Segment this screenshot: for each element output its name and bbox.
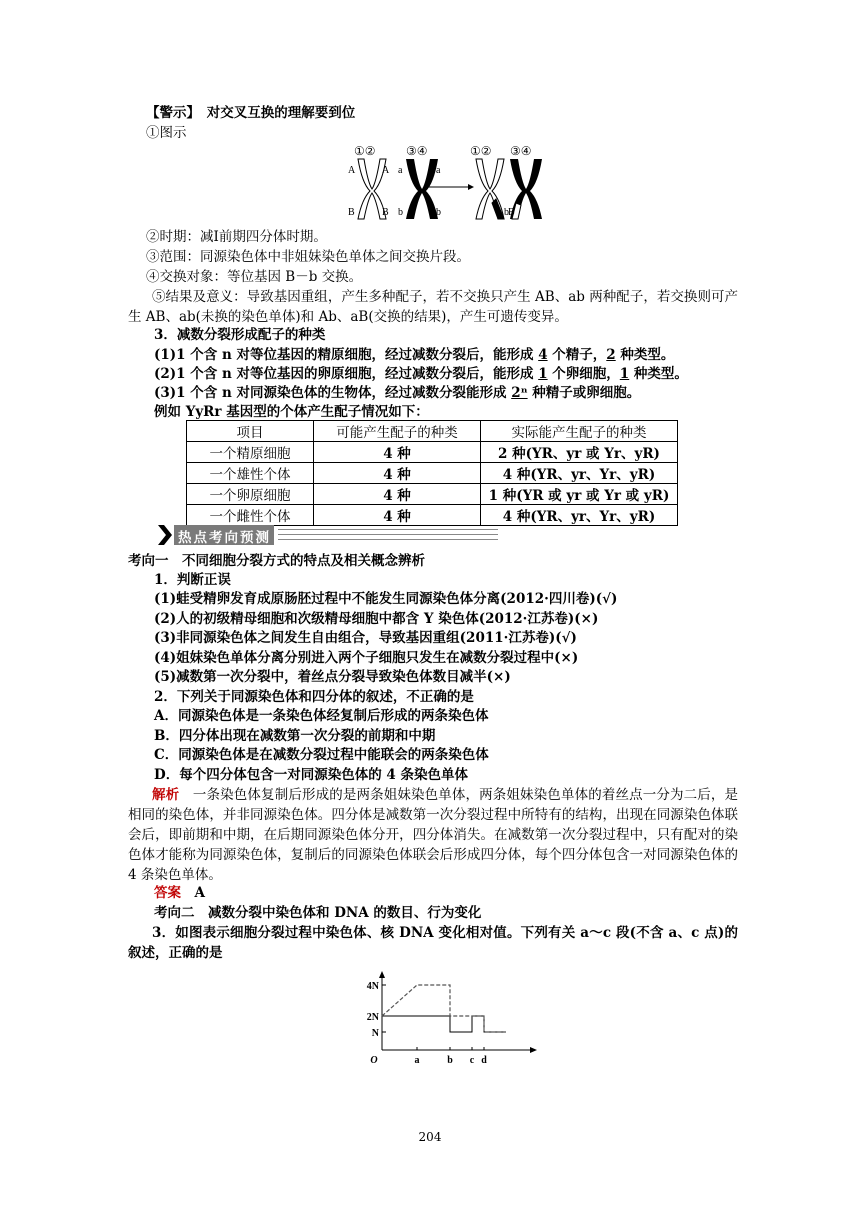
judge-item: (3)非同源染色体之间发生自由组合，导致基因重组(2011·江苏卷)(√) bbox=[154, 630, 577, 646]
question1: 1．判断正误 bbox=[154, 572, 231, 588]
table-header-row bbox=[187, 421, 678, 442]
table-row bbox=[187, 442, 678, 463]
allele-a-2: a bbox=[436, 165, 441, 176]
chromosome-pair-3 bbox=[476, 159, 504, 219]
x-tick-label: d bbox=[481, 1055, 487, 1066]
table-cell: 4 种 bbox=[314, 484, 481, 505]
table-row bbox=[187, 484, 678, 505]
table-cell: 4 种 bbox=[314, 463, 481, 484]
option-a: A．同源染色体是一条染色体经复制后形成的两条染色体 bbox=[154, 708, 489, 724]
allele-b-1: b bbox=[398, 207, 403, 218]
page-number: 204 bbox=[418, 1130, 442, 1144]
table-cell: 一个精原细胞 bbox=[187, 442, 314, 463]
allele-b-2: b bbox=[436, 207, 441, 218]
direction2-heading: 考向二 减数分裂中染色体和 DNA 的数目、行为变化 bbox=[154, 905, 482, 921]
option-d: D．每个四分体包含一对同源染色体的 4 条染色单体 bbox=[154, 767, 468, 783]
answer-line bbox=[154, 884, 205, 903]
x-tick-label: b bbox=[447, 1055, 453, 1066]
analysis-text: 一条染色体复制后形成的是两条姐妹染色单体，两条姐妹染色单体的着丝点一分为二后，是相同的染色体，并非同源染色体。四分体是减数第一次分裂过程中所特有的结构，出现在同源染色体联会后，即前期和中期，在后期同源染色体分开，四分体消失。在减数第一次分裂过程中，只有配对的染色体才能称为同源染色体，复制后的同源染色体联会后形成四分体，每个四分体包含一对同源染色体的 4 条染色单体。 bbox=[128, 787, 739, 883]
option-b: B．四分体出现在减数第一次分裂的前期和中期 bbox=[154, 728, 436, 744]
direction1-heading: 考向一 不同细胞分裂方式的特点及相关概念辨析 bbox=[128, 553, 425, 569]
fig-num-34a: ③④ bbox=[406, 144, 428, 158]
example-text: 例如 YyRr 基因型的个体产生配子情况如下： bbox=[154, 404, 429, 420]
allele-B-3: B bbox=[508, 207, 515, 218]
allele-B-1: B bbox=[348, 207, 355, 218]
fig-num-12b: ①② bbox=[470, 144, 492, 158]
table-cell: 4 种(YR、yr、Yr、yR) bbox=[481, 463, 678, 484]
x-tick-label: O bbox=[370, 1055, 378, 1066]
chromosome-pair-2 bbox=[406, 159, 438, 219]
table-cell: 2 种(YR、yr 或 Yr、yR) bbox=[481, 442, 678, 463]
y-tick-label: 2N bbox=[366, 1012, 379, 1023]
table-cell: 一个卵原细胞 bbox=[187, 484, 314, 505]
judge-item: (1)蛙受精卵发育成原肠胚过程中不能发生同源染色体分离(2012·四川卷)(√) bbox=[154, 591, 618, 607]
object-text: ④交换对象：等位基因 B－b 交换。 bbox=[146, 269, 363, 285]
allele-A-1: A bbox=[348, 165, 356, 176]
result-text: ⑤结果及意义：导致基因重组，产生多种配子，若不交换只产生 AB、ab 两种配子，若交换则可产生 AB、ab(未换的染色单体)和 Ab、aB(交换的结果)，产生可遗传变异。 bbox=[128, 289, 738, 325]
table-cell: 4 种 bbox=[314, 505, 481, 526]
section3-line1: (1)1 个含 n 对等位基因的精原细胞，经过减数分裂后，能形成 4 个精子，2 种类型。 bbox=[154, 347, 675, 363]
x-axis-arrow bbox=[530, 1047, 537, 1053]
answer-value: A bbox=[194, 885, 205, 901]
allele-a-1: a bbox=[398, 165, 403, 176]
gamete-table bbox=[186, 420, 678, 526]
section3-line2: (2)1 个含 n 对等位基因的卵原细胞，经过减数分裂后，能形成 1 个卵细胞，1 种类型。 bbox=[154, 366, 688, 382]
judge-item: (2)人的初级精母细胞和次级精母细胞中都含 Y 染色体(2012·江苏卷)(×) bbox=[154, 611, 599, 627]
fig-num-34b: ③④ bbox=[510, 144, 532, 158]
allele-A-2: A bbox=[382, 165, 390, 176]
y-tick-label: 4N bbox=[366, 981, 379, 992]
banner-text: 热点考向预测 bbox=[178, 530, 271, 546]
judge-item: (5)减数第一次分裂中，着丝点分裂导致染色体数目减半(×) bbox=[154, 669, 511, 685]
series-dna-line bbox=[382, 985, 506, 1032]
allele-b-3: b bbox=[504, 207, 509, 218]
x-tick-label: c bbox=[469, 1055, 475, 1066]
x-tick-label: a bbox=[414, 1055, 420, 1066]
scope-text: ③范围：同源染色体中非姐妹染色单体之间交换片段。 bbox=[146, 249, 470, 265]
table-row bbox=[187, 463, 678, 484]
table-cell: 4 种(YR、yr、Yr、yR) bbox=[481, 505, 678, 526]
fig-num-12a: ①② bbox=[354, 144, 376, 158]
analysis-block bbox=[128, 785, 738, 885]
y-axis-arrow bbox=[379, 971, 385, 978]
section3-heading: 3．减数分裂形成配子的种类 bbox=[154, 327, 326, 343]
question2: 2．下列关于同源染色体和四分体的叙述，不正确的是 bbox=[154, 689, 474, 705]
section3-line3: (3)1 个含 n 对同源染色体的生物体，经过减数分裂能形成 2ⁿ 种精子或卵细胞。 bbox=[154, 385, 641, 401]
table-header: 可能产生配子的种类 bbox=[314, 421, 481, 442]
analysis-label: 解析 bbox=[152, 787, 180, 803]
table-cell: 一个雄性个体 bbox=[187, 463, 314, 484]
table-cell: 1 种(YR 或 yr 或 Yr 或 yR) bbox=[481, 484, 678, 505]
judge-item: (4)姐妹染色单体分离分别进入两个子细胞只发生在减数分裂过程中(×) bbox=[154, 650, 579, 666]
table-cell: 4 种 bbox=[314, 442, 481, 463]
crossover-figure bbox=[340, 143, 550, 225]
table-cell: 一个雌性个体 bbox=[187, 505, 314, 526]
table-header: 实际能产生配子的种类 bbox=[481, 421, 678, 442]
option-c: C．同源染色体是在减数分裂过程中能联会的两条染色体 bbox=[154, 747, 489, 763]
allele-B-2: B bbox=[382, 207, 389, 218]
y-tick-label: N bbox=[371, 1028, 379, 1039]
question3: 3．如图表示细胞分裂过程中染色体、核 DNA 变化相对值。下列有关 a～c 段(不含 a、c 点)的叙述，正确的是 bbox=[128, 925, 738, 961]
chromosome-pair-4 bbox=[510, 159, 542, 219]
series-chromosome-line bbox=[382, 1016, 506, 1032]
figure-label: ①图示 bbox=[146, 125, 187, 141]
warning-heading bbox=[146, 104, 355, 123]
answer-label: 答案 bbox=[154, 885, 181, 901]
warning-tag: 【警示】 bbox=[146, 105, 194, 121]
period-text: ②时期：减Ⅰ前期四分体时期。 bbox=[146, 229, 327, 245]
table-header: 项目 bbox=[187, 421, 314, 442]
warning-title: 对交叉互换的理解要到位 bbox=[206, 105, 356, 121]
dna-chromosome-chart bbox=[360, 970, 540, 1066]
